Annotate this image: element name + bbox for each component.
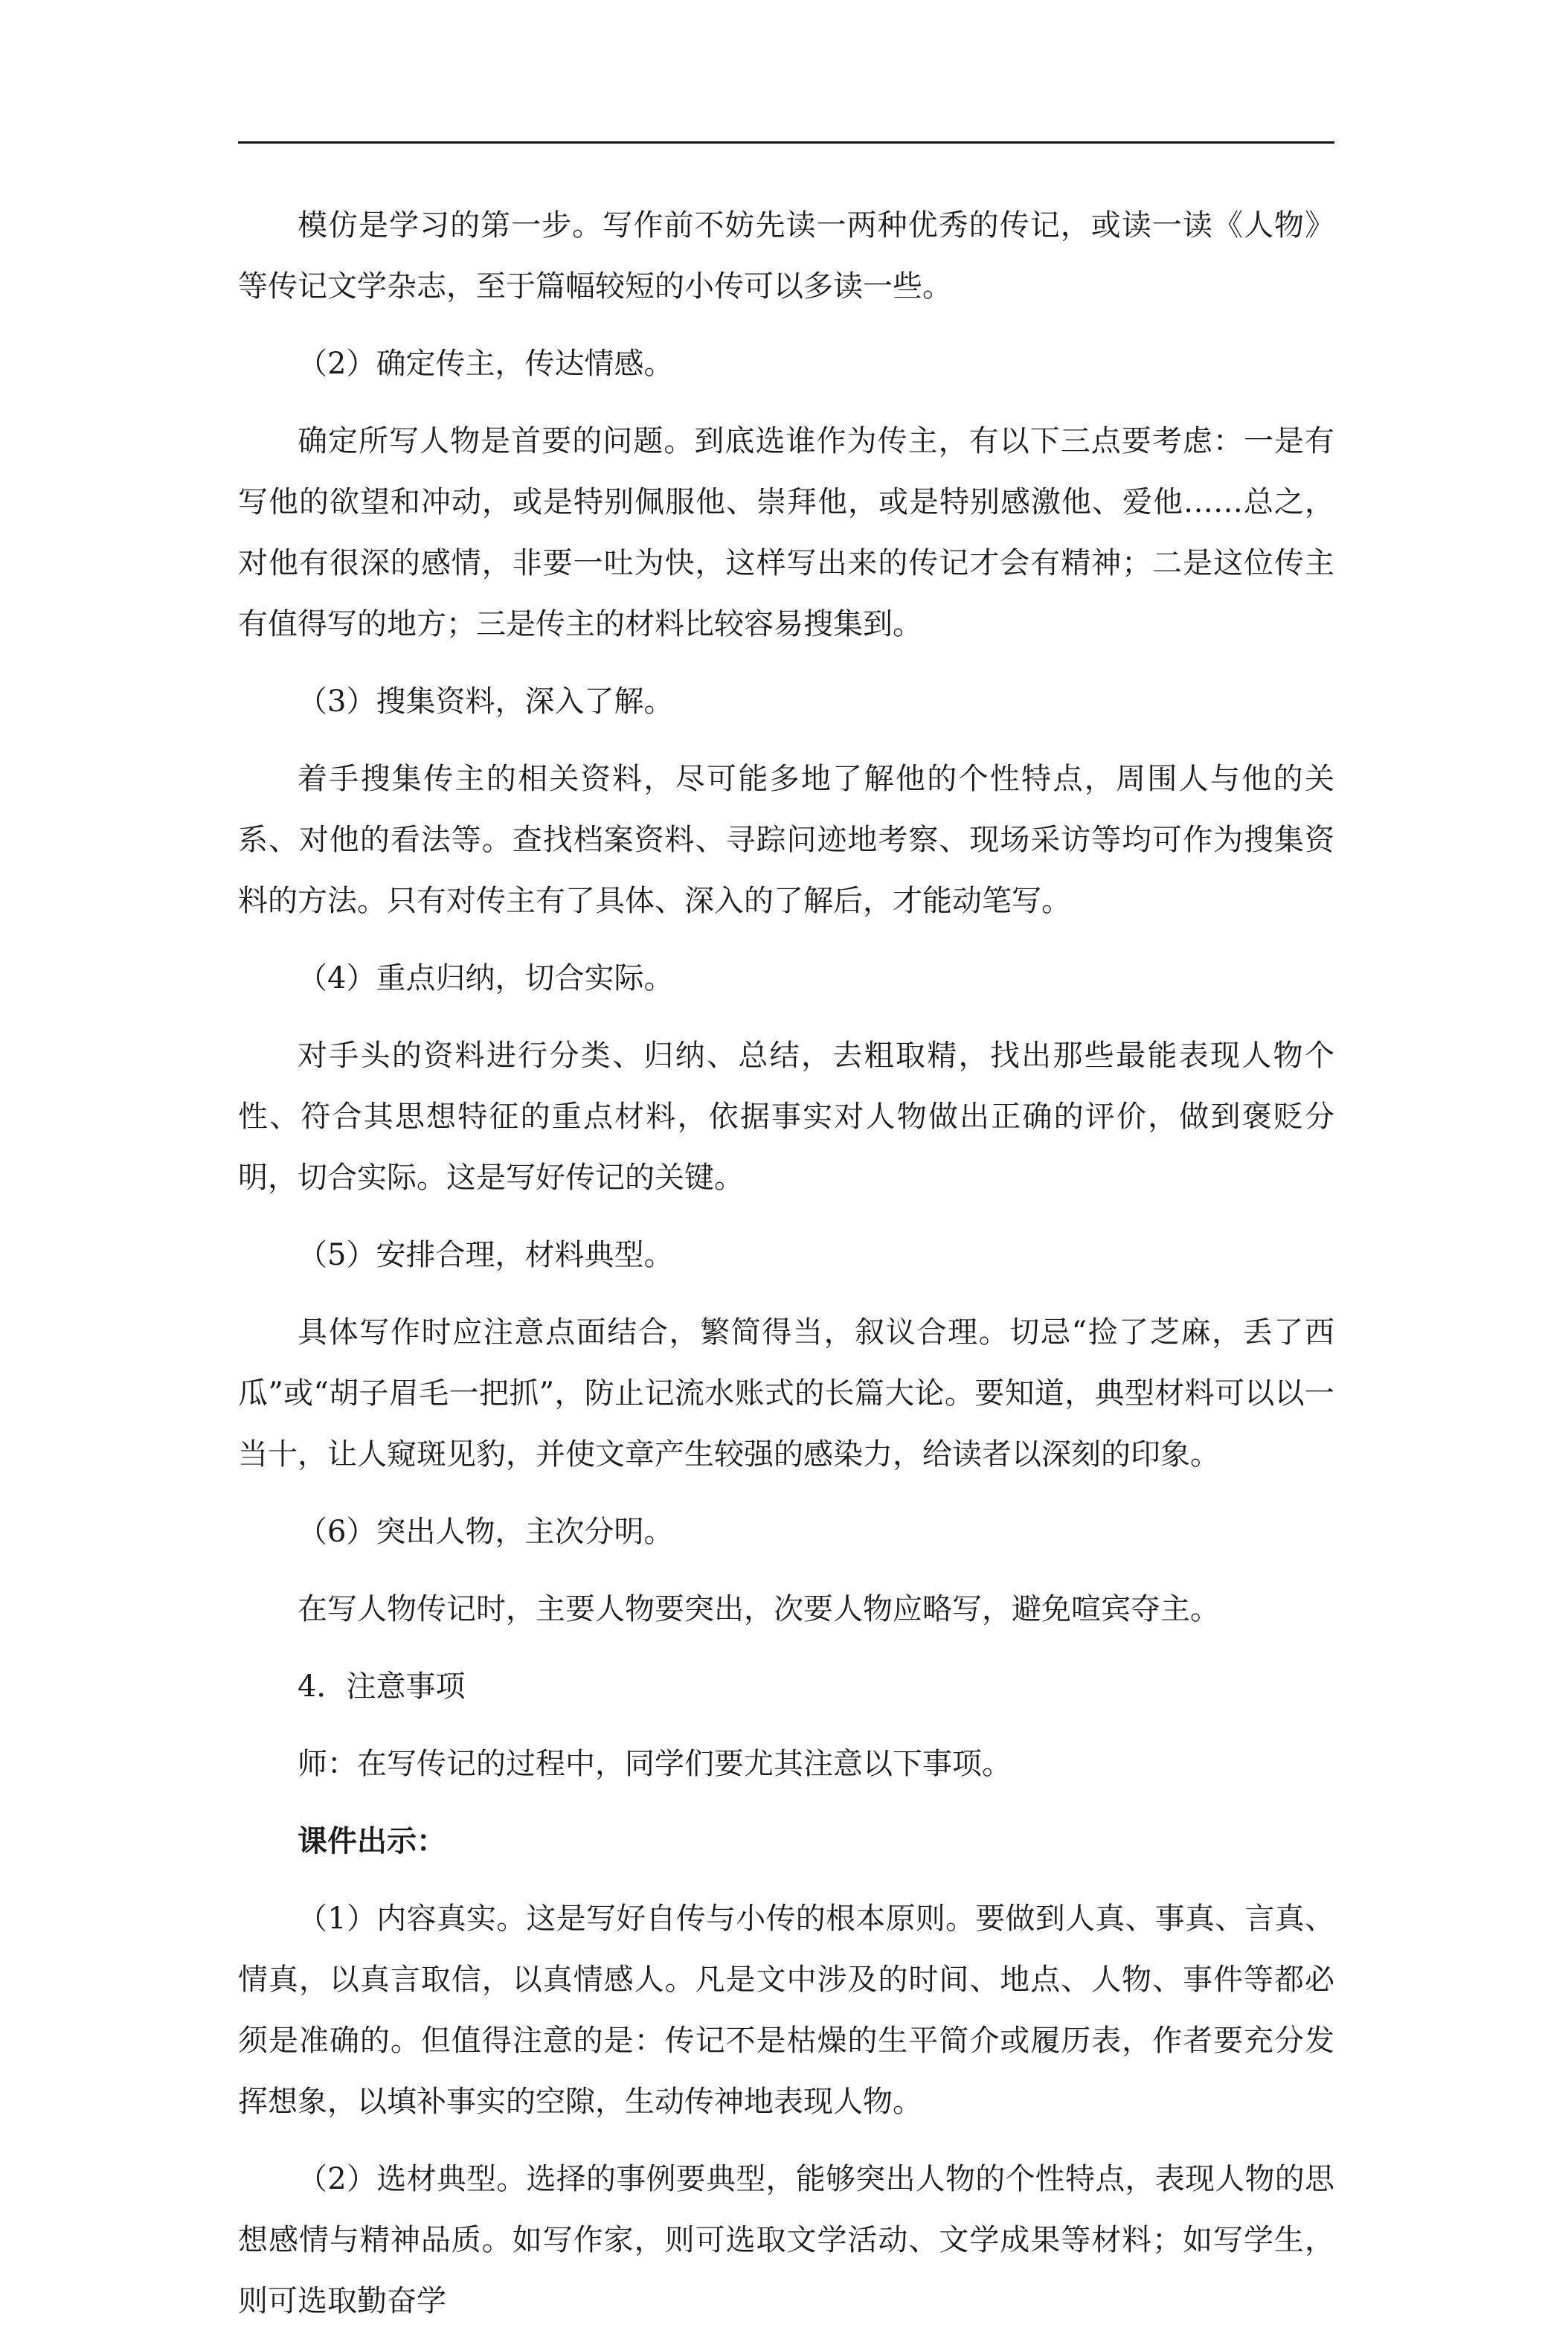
heading-summarize: （4）重点归纳，切合实际。 (298, 961, 674, 995)
paragraph-imitation: 模仿是学习的第一步。写作前不妨先读一两种优秀的传记，或读一读《人物》等传记文学杂志，至于篇幅较短的小传可以多读一些。 (238, 208, 1334, 304)
header-rule (238, 141, 1334, 144)
heading-notes: 4．注意事项 (298, 1669, 466, 1704)
paragraph-highlight-person: 在写人物传记时，主要人物要突出，次要人物应略写，避免喧宾夺主。 (298, 1592, 1220, 1626)
heading-collect-materials: （3）搜集资料，深入了解。 (298, 684, 674, 719)
heading-choose-subject: （2）确定传主，传达情感。 (298, 347, 674, 381)
paragraph-typical: （2）选材典型。选择的事例要典型，能够突出人物的个性特点，表现人物的思想感情与精神品质。如写作家，则可选取文学活动、文学成果等材料；如写学生，则可选取勤奋学 (238, 2162, 1334, 2318)
paragraph-arrangement: 具体写作时应注意点面结合，繁简得当，叙议合理。切忌“捡了芝麻，丢了西瓜”或“胡子眉毛一把抓”，防止记流水账式的长篇大论。要知道，典型材料可以以一当十，让人窥斑见豹，并使文章产生较强的感染力，给读者以深刻的印象。 (238, 1315, 1334, 1472)
courseware-label: 课件出示： (298, 1823, 446, 1858)
paragraph-truthful: （1）内容真实。这是写好自传与小传的根本原则。要做到人真、事真、言真、情真，以真言取信，以真情感人。凡是文中涉及的时间、地点、人物、事件等都必须是准确的。但值得注意的是：传记不是枯燥的生平简介或履历表，作者要充分发挥想象，以填补事实的空隙，生动传神地表现人物。 (238, 1902, 1334, 2119)
paragraph-choose-subject: 确定所写人物是首要的问题。到底选谁作为传主，有以下三点要考虑：一是有写他的欲望和冲动，或是特别佩服他、崇拜他，或是特别感激他、爱他……总之，对他有很深的感情，非要一吐为快，这样写出来的传记才会有精神；二是这位传主有值得写的地方；三是传主的材料比较容易搜集到。 (238, 424, 1334, 641)
paragraph-summarize: 对手头的资料进行分类、归纳、总结，去粗取精，找出那些最能表现人物个性、符合其思想特征的重点材料，依据事实对人物做出正确的评价，做到褒贬分明，切合实际。这是写好传记的关键。 (238, 1039, 1334, 1195)
heading-highlight-person: （6）突出人物，主次分明。 (298, 1515, 674, 1549)
paragraph-collect-materials: 着手搜集传主的相关资料，尽可能多地了解他的个性特点，周围人与他的关系、对他的看法等。查找档案资料、寻踪问迹地考察、现场采访等均可作为搜集资料的方法。只有对传主有了具体、深入的了解后，才能动笔写。 (238, 762, 1334, 918)
heading-arrangement: （5）安排合理，材料典型。 (298, 1238, 674, 1272)
paragraph-teacher: 师：在写传记的过程中，同学们要尤其注意以下事项。 (298, 1747, 1012, 1781)
document-body (238, 195, 1334, 2348)
